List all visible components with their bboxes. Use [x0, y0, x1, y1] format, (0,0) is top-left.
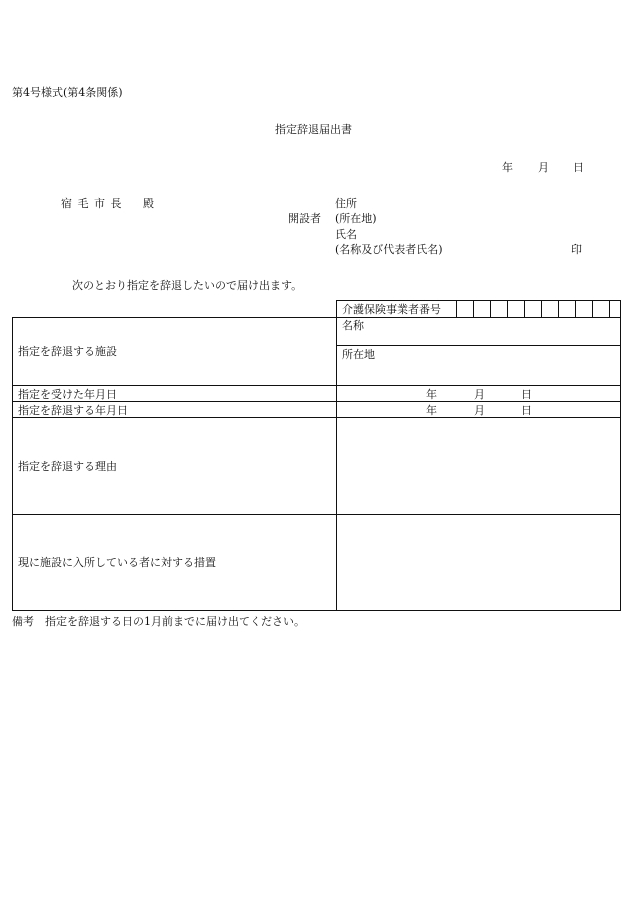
table-column-divider [336, 317, 337, 611]
seal-mark: 印 [571, 243, 582, 256]
provider-number-digit[interactable] [490, 301, 507, 318]
remarks-note: 備考 指定を辞退する日の1月前までに届け出てください。 [12, 615, 305, 628]
provider-number-digit[interactable] [473, 301, 490, 318]
addressee-honorific: 殿 [143, 197, 154, 210]
table-row-divider [12, 514, 621, 515]
withdraw-date-year: 年 [426, 404, 437, 417]
provider-number-digit[interactable] [558, 301, 575, 318]
provider-number-box [336, 300, 621, 318]
facility-address-label: 所在地 [342, 348, 375, 361]
designated-date-month: 月 [474, 388, 485, 401]
applicant-name-sub: (名称及び代表者氏名) [335, 243, 443, 256]
applicant-role-label: 開設者 [288, 212, 321, 225]
designated-date-label: 指定を受けた年月日 [18, 388, 117, 401]
document-title: 指定辞退届出書 [275, 123, 352, 136]
designated-date-day: 日 [521, 388, 532, 401]
intro-text: 次のとおり指定を辞退したいので届け出ます。 [72, 279, 303, 292]
withdraw-date-month: 月 [474, 404, 485, 417]
date-year-label: 年 [502, 161, 513, 174]
facility-row-label: 指定を辞退する施設 [18, 345, 117, 358]
facility-name-label: 名称 [342, 319, 364, 332]
withdraw-date-label: 指定を辞退する年月日 [18, 404, 128, 417]
provider-number-label: 介護保険事業者番号 [342, 303, 441, 316]
form-number-label: 第4号様式(第4条関係) [12, 86, 123, 99]
date-month-label: 月 [538, 161, 549, 174]
provider-number-digit[interactable] [609, 301, 622, 318]
table-row-divider [12, 401, 621, 402]
provider-number-digit[interactable] [592, 301, 609, 318]
provider-number-digit[interactable] [524, 301, 541, 318]
applicant-address-label: 住所 [335, 197, 357, 210]
reason-row-label: 指定を辞退する理由 [18, 460, 117, 473]
table-row-divider [12, 385, 621, 386]
provider-number-digit[interactable] [456, 301, 473, 318]
measures-row-label: 現に施設に入所している者に対する措置 [18, 556, 216, 569]
provider-number-digit[interactable] [541, 301, 558, 318]
table-row-divider [12, 417, 621, 418]
designated-date-year: 年 [426, 388, 437, 401]
applicant-address-sub: (所在地) [335, 212, 377, 225]
table-row-divider [336, 345, 621, 346]
addressee-name: 宿 毛 市 長 [61, 197, 123, 210]
withdraw-date-day: 日 [521, 404, 532, 417]
provider-number-digit[interactable] [507, 301, 524, 318]
provider-number-digit[interactable] [575, 301, 592, 318]
date-day-label: 日 [573, 161, 584, 174]
applicant-name-label: 氏名 [335, 228, 357, 241]
